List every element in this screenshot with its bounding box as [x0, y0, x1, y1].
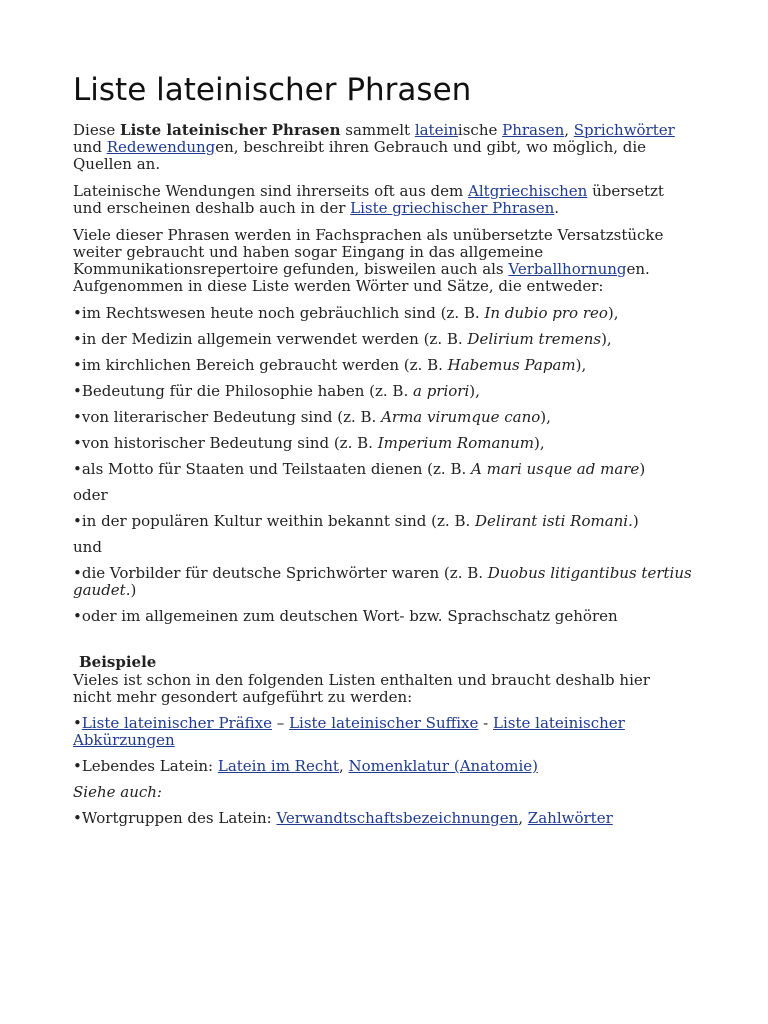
list-item-text: •Wortgruppen des Latein: [73, 809, 277, 827]
section-heading-beispiele: Beispiele [79, 653, 157, 671]
list-item-text: •von historischer Bedeutung sind (z. B. [73, 434, 378, 452]
list-item [73, 513, 693, 530]
link-verballhornung[interactable]: Verballhornung [508, 260, 627, 278]
list-item [73, 383, 693, 400]
link-griechische-phrasen[interactable]: Liste griechischer Phrasen [350, 199, 555, 217]
list-item: •oder im allgemeinen zum deutschen Wort- bzw. Sprachschatz gehören [73, 607, 618, 625]
intro-text: und [73, 138, 107, 156]
bullet: • [73, 714, 82, 732]
list-item-text: ), [601, 330, 612, 348]
list-item [73, 409, 693, 426]
list-item [73, 461, 693, 478]
list-item-text: ) [639, 460, 646, 478]
list-item-text: ), [540, 408, 551, 426]
list-item-example: In dubio pro reo [484, 304, 608, 322]
list-item-text: •die Vorbilder für deutsche Sprichwörter waren (z. B. [73, 564, 488, 582]
intro-text: ische [457, 121, 503, 139]
para-text: übersetzt und erscheinen deshalb auch in der [73, 182, 664, 217]
list-item-text: •Bedeutung für die Philosophie haben (z. B. [73, 382, 413, 400]
list-item-text: ), [607, 304, 619, 322]
paragraph-greek [73, 183, 693, 217]
para-text: Viele dieser Phrasen werden in Fachsprachen als unübersetzte Versatzstücke weiter gebraucht und haben sogar Eingang in das allgemeine Kommunikationsrepertoire gefunden, bisweilen auch als [73, 226, 664, 278]
para-text: . [554, 199, 560, 217]
list-item-text: •im Rechtswesen heute noch gebräuchlich sind (z. B. [73, 304, 485, 322]
intro-bold-title: Liste lateinischer Phrasen [120, 121, 341, 139]
list-item-text: •in der Medizin allgemein verwendet werden (z. B. [73, 330, 468, 348]
link-lateinische-abkuerzungen[interactable]: Liste lateinischer Abkürzungen [73, 714, 625, 749]
list-item-text: ) [632, 512, 639, 530]
link-latein-im-recht[interactable]: Latein im Recht [217, 757, 339, 775]
list-item-text: •in der populären Kultur weithin bekannt sind (z. B. [73, 512, 475, 530]
paragraph-usage [73, 227, 693, 295]
list-item-example: Delirant isti Romani. [475, 512, 633, 530]
list-item [73, 305, 693, 322]
separator: - [478, 714, 494, 732]
list-item-text: •Lebendes Latein: [73, 757, 218, 775]
list-item-text: ), [469, 382, 480, 400]
list-item-text: •im kirchlichen Bereich gebraucht werden (z. B. [73, 356, 448, 374]
intro-text: sammelt [340, 121, 415, 139]
intro-paragraph [73, 122, 693, 173]
connector-und: und [73, 538, 102, 556]
beispiele-links-lebendes-latein [73, 758, 693, 775]
list-item-example: Arma virumque cano [381, 408, 541, 426]
separator: , [518, 809, 528, 827]
beispiele-links-wortgruppen [73, 810, 693, 827]
list-item-text: •von literarischer Bedeutung sind (z. B. [73, 408, 382, 426]
beispiele-text: Vieles ist schon in den folgenden Listen enthalten und braucht deshalb hier nicht mehr gesondert aufgeführt zu werden: [73, 671, 650, 706]
intro-text: , [564, 121, 574, 139]
link-redewendung[interactable]: Redewendung [106, 138, 216, 156]
list-item-example: Imperium Romanum [377, 434, 534, 452]
link-altgriechisch[interactable]: Altgriechischen [468, 182, 588, 200]
link-nomenklatur-anatomie[interactable]: Nomenklatur (Anatomie) [348, 757, 538, 775]
connector-oder: oder [73, 486, 108, 504]
beispiele-links-lists [73, 715, 693, 749]
list-item-text: •als Motto für Staaten und Teilstaaten dienen (z. B. [73, 460, 472, 478]
page-title: Liste lateinischer Phrasen [73, 72, 472, 108]
list-item-text: ), [575, 356, 587, 374]
link-verwandtschaftsbezeichnungen[interactable]: Verwandtschaftsbezeichnungen [276, 809, 519, 827]
link-zahlwoerter[interactable]: Zahlwörter [527, 809, 613, 827]
link-lateinische-praefixe[interactable]: Liste lateinischer Präfixe [81, 714, 273, 732]
siehe-auch-label: Siehe auch: [73, 783, 162, 801]
list-item-example: A mari usque ad mare [471, 460, 640, 478]
intro-text: en, beschreibt ihren Gebrauch und gibt, wo möglich, die Quellen an. [73, 138, 647, 173]
list-item [73, 357, 693, 374]
link-latein[interactable]: latein [414, 121, 458, 139]
list-item [73, 565, 693, 599]
list-item [73, 435, 693, 452]
list-item-example: Habemus Papam [447, 356, 576, 374]
separator: , [338, 757, 349, 775]
separator: – [272, 714, 290, 732]
link-lateinische-suffixe[interactable]: Liste lateinischer Suffixe [289, 714, 479, 732]
link-sprichwoerter[interactable]: Sprichwörter [573, 121, 675, 139]
list-item-text: ), [533, 434, 545, 452]
list-item-example: Delirium tremens [467, 330, 602, 348]
para-text: Lateinische Wendungen sind ihrerseits oft aus dem [73, 182, 469, 200]
list-item-example: Duobus litigantibus tertius gaudet [73, 564, 692, 599]
list-item-example: a priori [412, 382, 470, 400]
link-phrasen[interactable]: Phrasen [502, 121, 565, 139]
list-item [73, 331, 693, 348]
list-item-text: .) [125, 581, 137, 599]
article [73, 68, 693, 836]
para-text: en. Aufgenommen in diese Liste werden Wörter und Sätze, die entweder: [73, 260, 650, 295]
intro-text: Diese [73, 121, 121, 139]
criteria-list [73, 305, 693, 478]
